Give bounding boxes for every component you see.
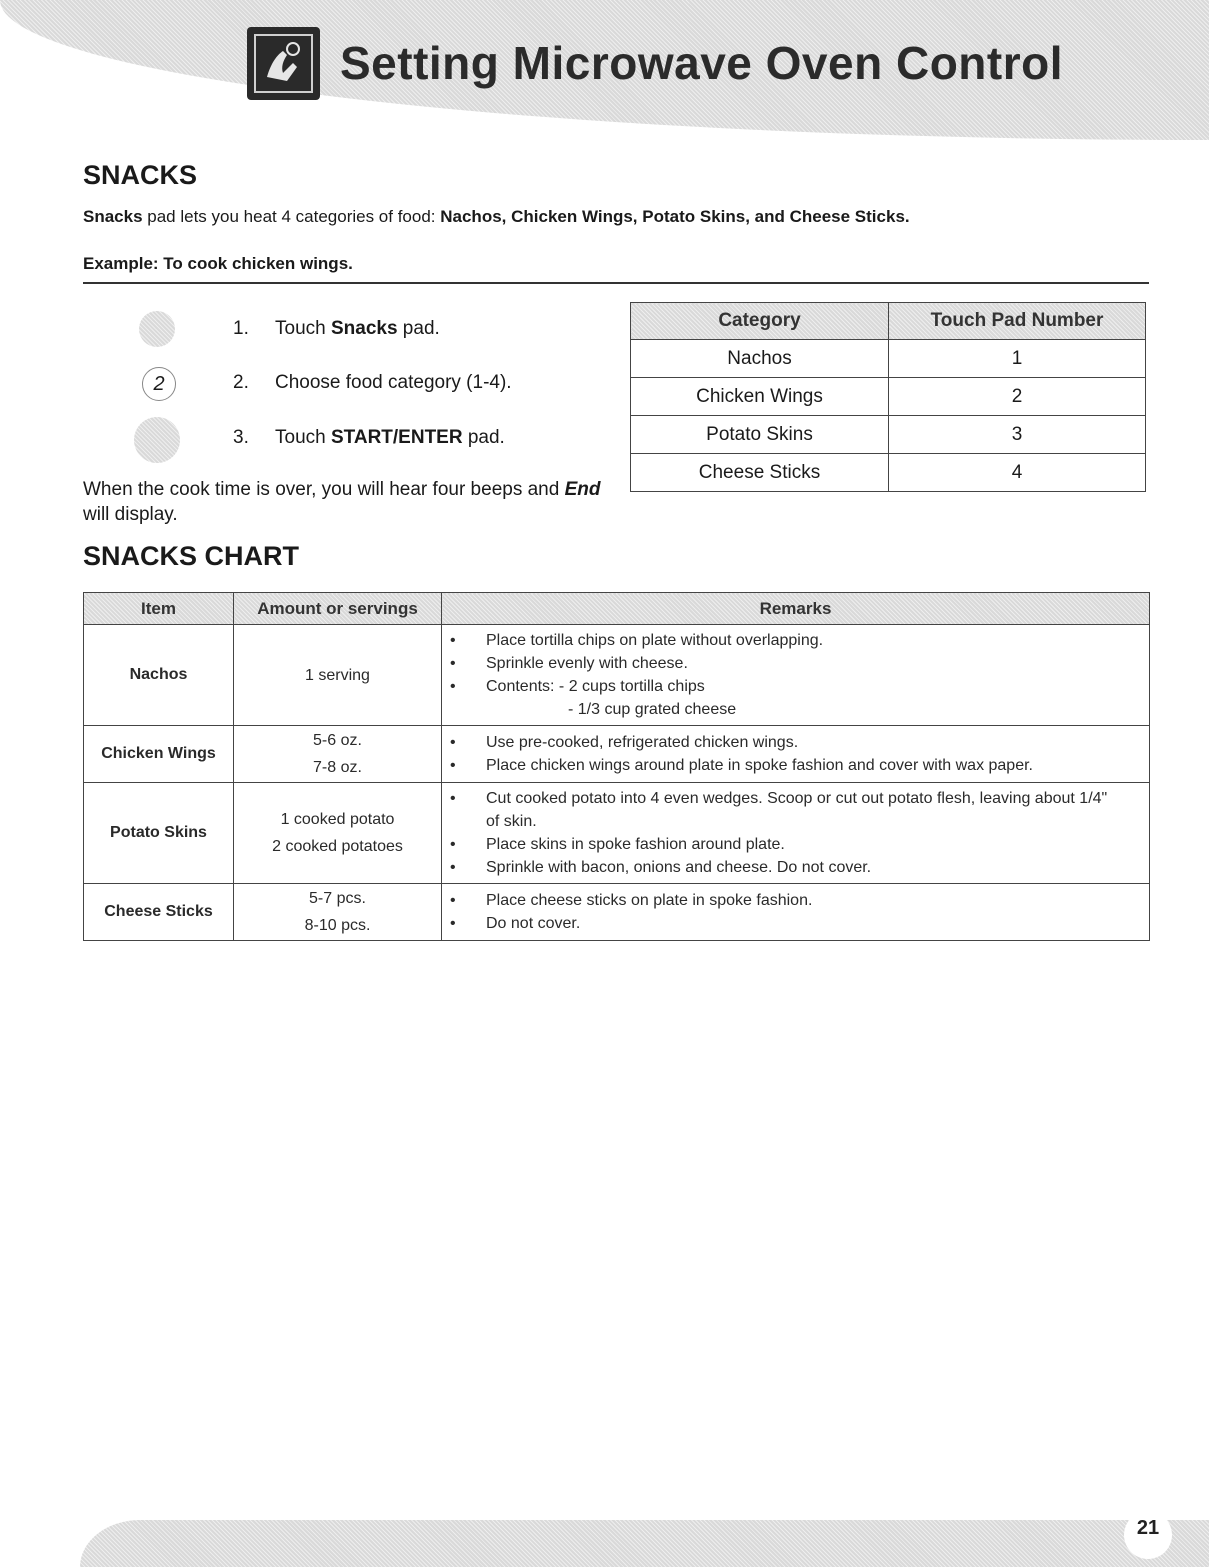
page-number: 21	[1124, 1511, 1172, 1559]
table-row	[84, 783, 1150, 884]
column-header-amount: Amount or servings	[234, 593, 442, 625]
page-title: Setting Microwave Oven Control	[340, 37, 1063, 89]
step-bold: START/ENTER	[330, 427, 463, 448]
step-text-end: pad.	[397, 318, 440, 339]
step-text: Touch	[275, 318, 331, 339]
chart-header-row	[84, 593, 1150, 625]
intro-categories: Nachos, Chicken Wings, Potato Skins, and Cheese Sticks.	[440, 207, 910, 226]
remark-item: • Place chicken wings around plate in spoke fashion and cover with wax paper.	[442, 754, 1149, 777]
amount-value: 5-6 oz.	[313, 732, 362, 749]
remark-item: • Place skins in spoke fashion around plate.	[442, 833, 1149, 856]
hand-touch-icon	[247, 27, 320, 100]
amount-value: 7-8 oz.	[313, 759, 362, 776]
item-cell: Cheese Sticks	[84, 884, 234, 941]
step-2	[233, 372, 512, 394]
category-table	[630, 302, 1146, 492]
step-text: Choose food category (1-4).	[275, 372, 512, 393]
column-header-category: Category	[631, 303, 889, 340]
column-header-item: Item	[84, 593, 234, 625]
remark-item: • Sprinkle evenly with cheese.	[442, 652, 1149, 675]
step-bold: Snacks	[330, 318, 398, 339]
snacks-heading: SNACKS	[83, 160, 198, 190]
remark-item: • Sprinkle with bacon, onions and cheese. Do not cover.	[442, 856, 1149, 879]
end-text-post: will display.	[83, 504, 178, 525]
number-2-pad-icon: 2	[142, 367, 176, 401]
amount-value: 1 serving	[305, 666, 370, 684]
step-3	[233, 427, 505, 449]
table-row	[84, 884, 1150, 941]
intro-lead: Snacks	[83, 207, 143, 226]
remarks-cell	[442, 625, 1150, 726]
remarks-cell	[442, 884, 1150, 941]
step-number: 1.	[233, 318, 249, 339]
footer-band	[80, 1520, 1209, 1567]
amount-value: 1 cooked potato	[280, 811, 395, 828]
amount-value: 8-10 pcs.	[304, 917, 371, 934]
table-row	[84, 625, 1150, 726]
end-display-word: End	[564, 479, 601, 500]
item-cell: Chicken Wings	[84, 726, 234, 783]
table-row	[631, 416, 1146, 454]
pad-number-cell: 1	[889, 340, 1146, 378]
amount-cell	[234, 783, 442, 884]
pad-number-cell: 4	[889, 454, 1146, 492]
end-text-pre: When the cook time is over, you will hear four beeps and	[83, 479, 565, 500]
table-row	[631, 378, 1146, 416]
remark-item: • Cut cooked potato into 4 even wedges. Scoop or cut out potato flesh, leaving about 1/4" of skin.	[442, 787, 1149, 833]
item-cell: Potato Skins	[84, 783, 234, 884]
remark-item: • Use pre-cooked, refrigerated chicken wings.	[442, 731, 1149, 754]
snacks-chart-heading: SNACKS CHART	[83, 541, 299, 571]
remark-item: • Place cheese sticks on plate in spoke fashion.	[442, 889, 1149, 912]
snacks-pad-icon	[139, 311, 175, 347]
amount-value: 2 cooked potatoes	[272, 838, 403, 855]
category-cell: Chicken Wings	[631, 378, 889, 416]
table-row	[631, 340, 1146, 378]
step-number: 3.	[233, 427, 249, 448]
end-message	[83, 477, 603, 527]
category-cell: Cheese Sticks	[631, 454, 889, 492]
amount-cell	[234, 625, 442, 726]
snacks-chart-table	[83, 592, 1150, 941]
remark-item: • Place tortilla chips on plate without overlapping.	[442, 629, 1149, 652]
remarks-cell	[442, 726, 1150, 783]
pad-number-cell: 3	[889, 416, 1146, 454]
step-1	[233, 318, 440, 340]
step-text: Touch	[275, 427, 331, 448]
start-enter-pad-icon	[134, 417, 180, 463]
remark-subitem: - 1/3 cup grated cheese	[568, 701, 737, 718]
item-cell: Nachos	[84, 625, 234, 726]
remark-item: • Contents: - 2 cups tortilla chips	[442, 675, 1149, 698]
category-cell: Potato Skins	[631, 416, 889, 454]
remarks-cell	[442, 783, 1150, 884]
amount-cell	[234, 884, 442, 941]
step-number: 2.	[233, 372, 249, 393]
amount-value: 5-7 pcs.	[309, 890, 366, 907]
category-cell: Nachos	[631, 340, 889, 378]
step-text-end: pad.	[462, 427, 505, 448]
table-row	[84, 726, 1150, 783]
column-header-touch-pad: Touch Pad Number	[889, 303, 1146, 340]
intro-middle: pad lets you heat 4 categories of food:	[142, 207, 441, 226]
amount-cell	[234, 726, 442, 783]
column-header-remarks: Remarks	[442, 593, 1150, 625]
snacks-intro	[83, 207, 910, 227]
category-table-header	[631, 303, 1146, 340]
example-heading: Example: To cook chicken wings.	[83, 254, 1149, 284]
pad-number-cell: 2	[889, 378, 1146, 416]
remark-item: • Do not cover.	[442, 912, 1149, 935]
table-row	[631, 454, 1146, 492]
